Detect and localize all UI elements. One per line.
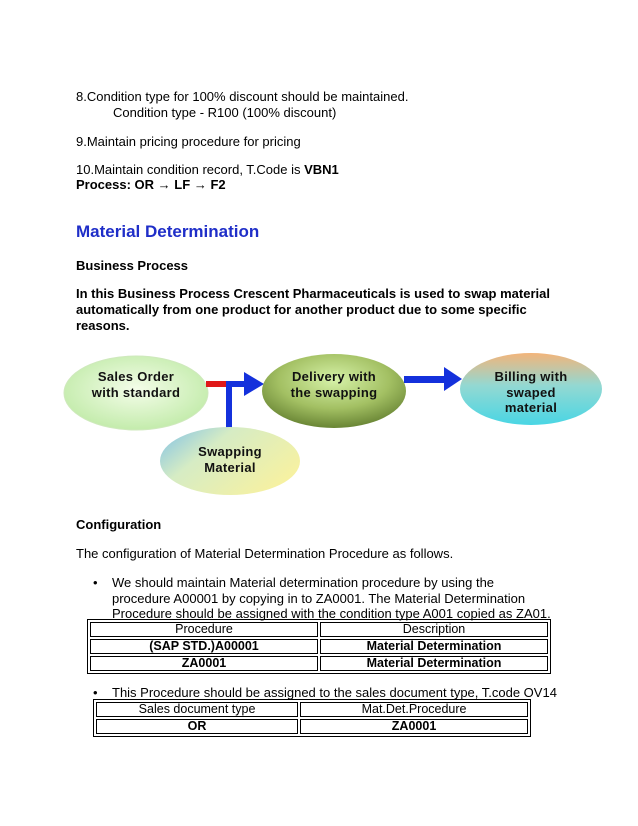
table-row [90, 639, 548, 654]
table-header-cell: Sales document type [96, 702, 298, 717]
step-8-detail: Condition type - R100 (100% discount) [113, 105, 337, 120]
sales-order-label: Sales Order with standard [91, 369, 181, 400]
process-f2: F2 [210, 177, 226, 192]
arrow-right-icon: → [157, 177, 171, 192]
table-row [90, 656, 548, 671]
step-10-tcode: VBN1 [304, 162, 339, 177]
delivery-label: Delivery with the swapping [290, 369, 378, 400]
red-connector [206, 381, 229, 387]
bullet-2-text: This Procedure should be assigned to the sales document type, T.code OV14 [112, 685, 557, 700]
arrow-right-icon: → [193, 177, 207, 192]
table-header-row [96, 702, 528, 717]
table-header-cell: Mat.Det.Procedure [300, 702, 528, 717]
table-header-cell: Description [320, 622, 548, 637]
step-9-line: 9.Maintain pricing procedure for pricing [76, 134, 301, 149]
process-flow [76, 177, 226, 192]
swapping-label: Swapping Material [198, 444, 262, 475]
step-10-line [76, 162, 339, 177]
section-heading: Material Determination [76, 222, 260, 241]
billing-label: Billing with swaped material [494, 369, 568, 415]
business-process-heading: Business Process [76, 258, 189, 273]
bullet-icon: • [93, 575, 98, 590]
table-row [96, 719, 528, 734]
arrow-to-delivery [244, 372, 264, 396]
sales-doc-type-table [93, 699, 531, 737]
table-cell: OR [96, 719, 298, 734]
configuration-heading: Configuration [76, 517, 162, 532]
table-cell: ZA0001 [300, 719, 528, 734]
step-8-line: 8.Condition type for 100% discount should be maintained. [76, 89, 409, 104]
step-10-text: 10.Maintain condition record, T.Code is [76, 162, 305, 177]
table-cell: Material Determination [320, 656, 548, 671]
arrow-to-billing [444, 367, 462, 391]
arrow-to-billing-shaft [404, 376, 446, 383]
bullet-1-text: We should maintain Material determination procedure by using the procedure A00001 by copying in to ZA0001. The Material Determination Procedure should be assigned with the condition type A001 copied as ZA01. [112, 575, 551, 621]
procedure-table [87, 619, 551, 674]
table-cell: Material Determination [320, 639, 548, 654]
table-header-cell: Procedure [90, 622, 318, 637]
table-cell: (SAP STD.)A00001 [90, 639, 318, 654]
configuration-text: The configuration of Material Determination Procedure as follows. [76, 546, 454, 561]
intro-paragraph: In this Business Process Crescent Pharmaceuticals is used to swap material automatically from one product for another product due to some specific reasons. [76, 286, 550, 333]
process-lf: LF [174, 177, 191, 192]
process-label: Process: OR [76, 177, 155, 192]
bullet-icon: • [93, 685, 98, 700]
table-header-row [90, 622, 548, 637]
table-cell: ZA0001 [90, 656, 318, 671]
